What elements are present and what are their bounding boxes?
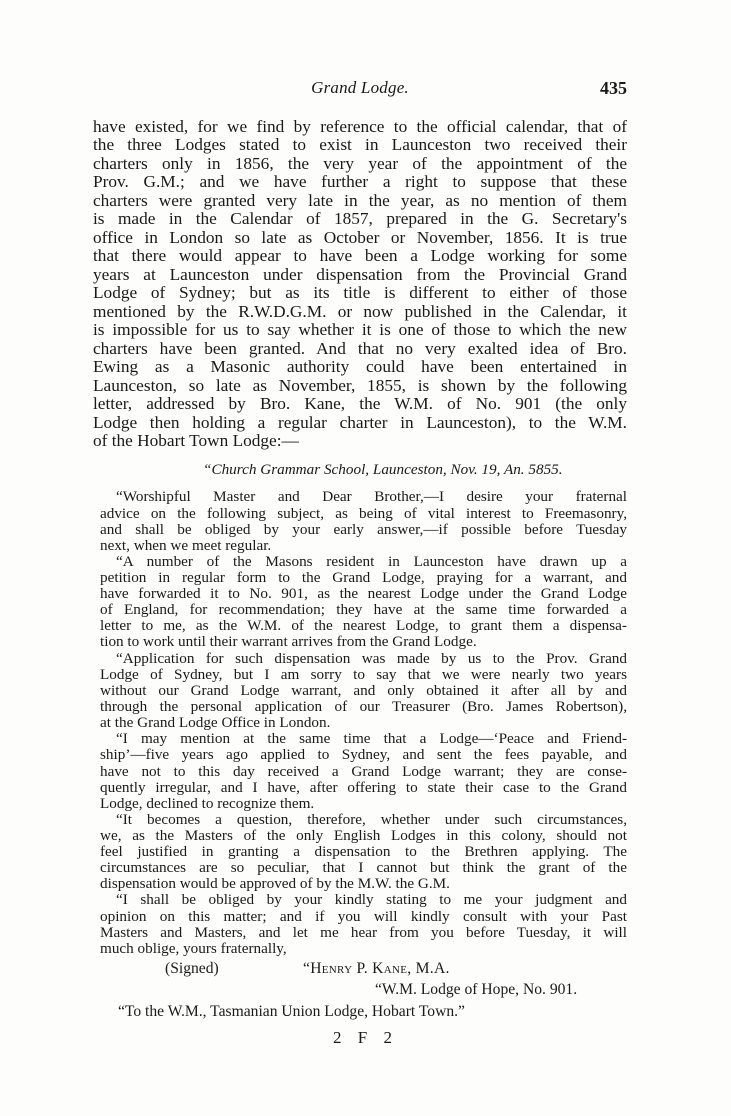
body-line: charters were granted very late in the year, as no mention of them [93, 191, 627, 210]
letter-line: “It becomes a question, therefore, whether under such circumstances, [116, 811, 627, 828]
body-line: Lodge then holding a regular charter in Launceston), to the W.M. [93, 413, 627, 432]
signatory-lodge: “W.M. Lodge of Hope, No. 901. [375, 981, 578, 998]
letter-line: Masters and Masters, and let me hear from you before Tuesday, it will [100, 924, 627, 941]
letter-line: and shall be obliged by your early answer,—if possible before Tuesday [100, 521, 627, 538]
letter-line: much oblige, yours fraternally, [100, 940, 287, 957]
letter-line: tion to work until their warrant arrives from the Grand Lodge. [100, 633, 477, 650]
letter-line: letter to me, as the W.M. of the nearest Lodge, to grant them a dispensa- [100, 617, 627, 634]
signatory-name-text: “Henry P. Kane, M.A. [303, 960, 450, 977]
letter-line: “Application for such dispensation was made by us to the Prov. Grand [116, 650, 627, 667]
body-line: mentioned by the R.W.D.G.M. or now published in the Calendar, it [93, 302, 627, 321]
signed-label: (Signed) [165, 960, 219, 977]
body-line: letter, addressed by Bro. Kane, the W.M. of No. 901 (the only [93, 394, 627, 413]
body-line: have existed, for we find by reference to the official calendar, that of [93, 117, 627, 136]
body-line: the three Lodges stated to exist in Launceston two received their [93, 135, 627, 154]
body-line: Launceston, so late as November, 1855, is shown by the following [93, 376, 627, 395]
signatory-name [303, 961, 450, 977]
letter-line: we, as the Masters of the only English Lodges in this colony, should not [100, 827, 627, 844]
letter-line: petition in regular form to the Grand Lodge, praying for a warrant, and [100, 569, 627, 586]
body-line: is made in the Calendar of 1857, prepared in the G. Secretary's [93, 209, 627, 228]
body-line: office in London so late as October or November, 1856. It is true [93, 228, 627, 247]
letter-line: have not to this day received a Grand Lodge warrant; they are conse- [100, 763, 627, 780]
page-number: 435 [600, 78, 627, 98]
sheet-signature: 2 F 2 [333, 1028, 398, 1047]
body-line: Prov. G.M.; and we have further a right to suppose that these [93, 172, 627, 191]
body-line: charters have been granted. And that no very exalted idea of Bro. [93, 339, 627, 358]
letter-line: “Worshipful Master and Dear Brother,—I desire your fraternal [116, 488, 627, 505]
body-line: Ewing as a Masonic authority could have been entertained in [93, 357, 627, 376]
letter-line: opinion on this matter; and if you will kindly consult with your Past [100, 908, 627, 925]
running-head [93, 78, 627, 102]
body-line: of the Hobart Town Lodge:— [93, 431, 299, 450]
letter-line: at the Grand Lodge Office in London. [100, 714, 331, 731]
letter-line: circumstances are so peculiar, that I cannot but think the grant of the [100, 859, 627, 876]
letter-line: dispensation would be approved of by the M.W. the G.M. [100, 875, 450, 892]
letter-line: quently irregular, and I have, after offering to state their case to the Grand [100, 779, 627, 796]
letter-line: “I may mention at the same time that a Lodge—‘Peace and Friend- [116, 730, 627, 747]
letter-line: feel justified in granting a dispensation to the Brethren applying. The [100, 843, 627, 860]
letter-line: “A number of the Masons resident in Launceston have drawn up a [116, 553, 627, 570]
body-line: Lodge of Sydney; but as its title is different to either of those [93, 283, 627, 302]
letter-line: without our Grand Lodge warrant, and only obtained it after all by and [100, 682, 627, 699]
letter-line: Lodge, declined to recognize them. [100, 795, 315, 812]
letter-line: advice on the following subject, as being of vital interest to Freemasonry, [100, 505, 627, 522]
letter-line: next, when we meet regular. [100, 537, 272, 554]
running-head-title: Grand Lodge. [311, 78, 409, 97]
letter-line: “I shall be obliged by your kindly stating to me your judgment and [116, 891, 627, 908]
letter-line: of England, for recommendation; they have at the same time forwarded a [100, 601, 627, 618]
body-line: that there would appear to have been a Lodge working for some [93, 246, 627, 265]
letter-line: Lodge of Sydney, but I am sorry to say that we were nearly two years [100, 666, 627, 683]
letter-dateline: “Church Grammar School, Launceston, Nov. 19, An. 5855. [203, 461, 563, 478]
letter-line: through the personal application of our Treasurer (Bro. James Robertson), [100, 698, 627, 715]
letter-line: ship’—five years ago applied to Sydney, and sent the fees payable, and [100, 746, 627, 763]
letter-line: have forwarded it to No. 901, as the nearest Lodge under the Grand Lodge [100, 585, 627, 602]
body-line: is impossible for us to say whether it is one of those to which the new [93, 320, 627, 339]
letter-addressee: “To the W.M., Tasmanian Union Lodge, Hobart Town.” [118, 1003, 465, 1020]
body-line: years at Launceston under dispensation from the Provincial Grand [93, 265, 627, 284]
body-line: charters only in 1856, the very year of the appointment of the [93, 154, 627, 173]
